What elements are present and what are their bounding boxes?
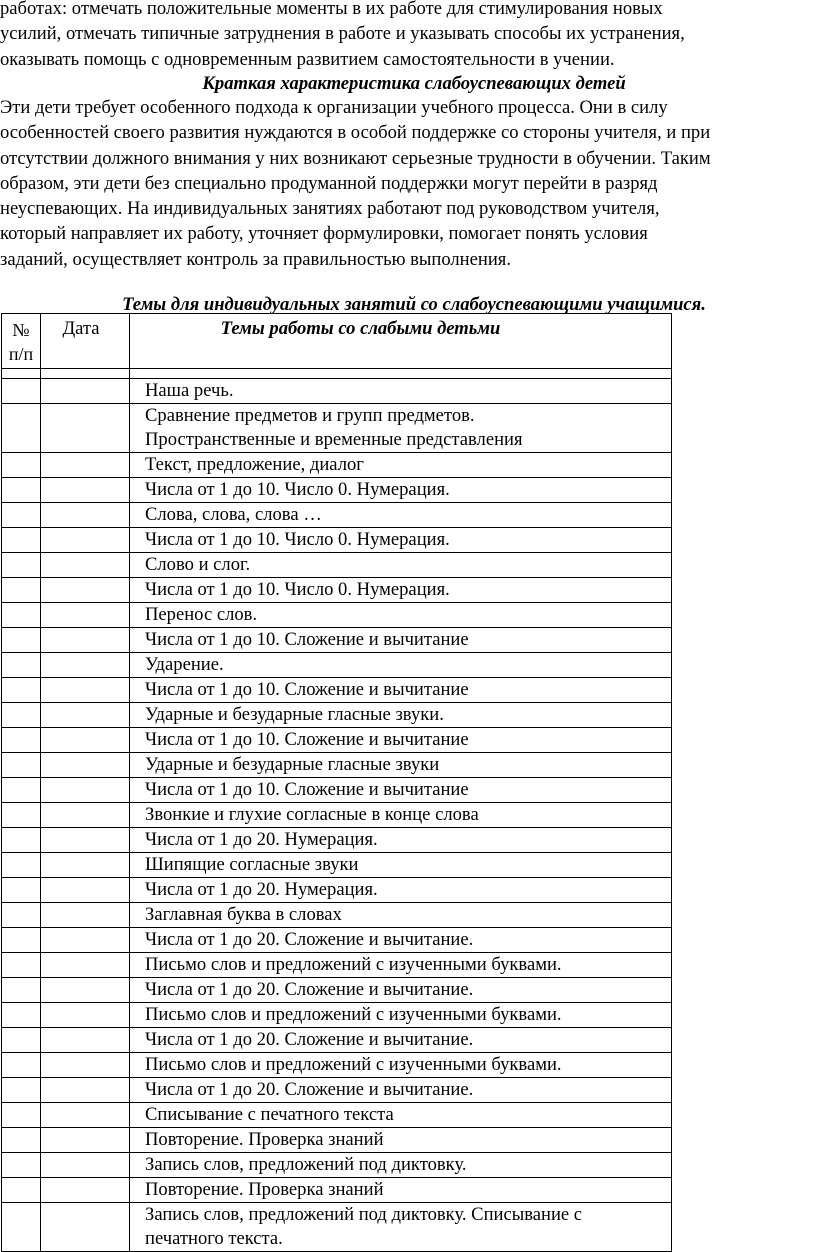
- date-cell: [41, 803, 130, 828]
- table-row: [2, 728, 672, 753]
- number-cell: [2, 578, 41, 603]
- date-cell: [41, 778, 130, 803]
- number-cell: [2, 803, 41, 828]
- header-number: № п/п: [2, 314, 41, 369]
- date-cell: [41, 828, 130, 853]
- number-cell: [2, 1153, 41, 1178]
- date-cell: [41, 878, 130, 903]
- table-row: [2, 578, 672, 603]
- topic-cell: Звонкие и глухие согласные в конце слова: [130, 803, 672, 828]
- header-topic: Темы работы со слабыми детьми: [130, 314, 672, 369]
- date-cell: [41, 404, 130, 453]
- date-cell: [41, 553, 130, 578]
- section-heading: Краткая характеристика слабоуспевающих детей: [202, 73, 626, 94]
- date-cell: [41, 1203, 130, 1252]
- table-row: [2, 953, 672, 978]
- date-cell: [41, 703, 130, 728]
- table-row: [2, 478, 672, 503]
- table-header-row: [2, 314, 672, 369]
- number-cell: [2, 603, 41, 628]
- topic-cell: Письмо слов и предложений с изученными буквами.: [130, 1003, 672, 1028]
- topic-cell: Числа от 1 до 20. Сложение и вычитание.: [130, 1078, 672, 1103]
- intro-paragraph: работах: отмечать положительные моменты в их работе для стимулирования новых усилий, отмечать типичные затруднения в работе и указывать способы их устранения, оказывать помощь с одновременным развитием самостоятельности в учении.: [0, 0, 685, 70]
- table-row: [2, 878, 672, 903]
- topic-cell: Числа от 1 до 10. Число 0. Нумерация.: [130, 578, 672, 603]
- topic-cell: Ударные и безударные гласные звуки: [130, 753, 672, 778]
- date-cell: [41, 603, 130, 628]
- date-cell: [41, 728, 130, 753]
- number-cell: [2, 928, 41, 953]
- table-row: [2, 828, 672, 853]
- topic-cell: Сравнение предметов и групп предметов. Пространственные и временные представления: [130, 404, 672, 453]
- date-cell: [41, 1003, 130, 1028]
- topic-cell: Запись слов, предложений под диктовку. Списывание с печатного текста.: [130, 1203, 672, 1252]
- number-cell: [2, 903, 41, 928]
- spacer-cell: [2, 369, 41, 379]
- number-cell: [2, 1078, 41, 1103]
- number-cell: [2, 628, 41, 653]
- date-cell: [41, 1028, 130, 1053]
- table-row: [2, 453, 672, 478]
- date-cell: [41, 1053, 130, 1078]
- table-row: [2, 1128, 672, 1153]
- topic-cell: Повторение. Проверка знаний: [130, 1128, 672, 1153]
- number-cell: [2, 528, 41, 553]
- table-row: [2, 1178, 672, 1203]
- number-cell: [2, 703, 41, 728]
- topic-cell: Шипящие согласные звуки: [130, 853, 672, 878]
- table-row: [2, 1003, 672, 1028]
- number-cell: [2, 453, 41, 478]
- date-cell: [41, 1128, 130, 1153]
- date-cell: [41, 978, 130, 1003]
- topic-cell: Числа от 1 до 20. Нумерация.: [130, 878, 672, 903]
- topic-cell: Числа от 1 до 10. Сложение и вычитание: [130, 728, 672, 753]
- date-cell: [41, 503, 130, 528]
- topic-cell: Письмо слов и предложений с изученными буквами.: [130, 953, 672, 978]
- table-row: [2, 778, 672, 803]
- date-cell: [41, 928, 130, 953]
- number-cell: [2, 379, 41, 404]
- topic-cell: Перенос слов.: [130, 603, 672, 628]
- number-cell: [2, 853, 41, 878]
- date-cell: [41, 628, 130, 653]
- topic-cell: Слова, слова, слова …: [130, 503, 672, 528]
- number-cell: [2, 478, 41, 503]
- number-cell: [2, 953, 41, 978]
- date-cell: [41, 453, 130, 478]
- number-cell: [2, 728, 41, 753]
- date-cell: [41, 953, 130, 978]
- table-row: [2, 903, 672, 928]
- table-row: [2, 803, 672, 828]
- date-cell: [41, 1103, 130, 1128]
- topic-cell: Наша речь.: [130, 379, 672, 404]
- date-cell: [41, 1153, 130, 1178]
- table-row: [2, 653, 672, 678]
- number-cell: [2, 878, 41, 903]
- header-date: Дата: [41, 314, 130, 369]
- number-cell: [2, 753, 41, 778]
- number-cell: [2, 1178, 41, 1203]
- body-paragraph: Эти дети требует особенного подхода к организации учебного процесса. Они в силу особенностей своего развития нуждаются в особой поддержке со стороны учителя, и при отсутствии должного внимания у них возникают серьезные трудности в обучении. Таким образом, эти дети без специально продуманной поддержки могут перейти в разряд неуспевающих. На индивидуальных занятиях работают под руководством учителя, который направляет их работу, уточняет формулировки, помогает понять условия заданий, осуществляет контроль за правильностью выполнения.: [0, 97, 711, 270]
- number-cell: [2, 653, 41, 678]
- topic-cell: Повторение. Проверка знаний: [130, 1178, 672, 1203]
- topic-cell: Письмо слов и предложений с изученными буквами.: [130, 1053, 672, 1078]
- table-row: [2, 603, 672, 628]
- topic-cell: Списывание с печатного текста: [130, 1103, 672, 1128]
- topic-cell: Числа от 1 до 20. Сложение и вычитание.: [130, 928, 672, 953]
- topics-table: [1, 313, 672, 1252]
- table-row: [2, 628, 672, 653]
- number-cell: [2, 978, 41, 1003]
- date-cell: [41, 1078, 130, 1103]
- date-cell: [41, 478, 130, 503]
- topic-cell: Числа от 1 до 10. Число 0. Нумерация.: [130, 478, 672, 503]
- date-cell: [41, 379, 130, 404]
- table-row: [2, 1103, 672, 1128]
- table-row: [2, 1028, 672, 1053]
- table-row: [2, 553, 672, 578]
- number-cell: [2, 404, 41, 453]
- number-cell: [2, 778, 41, 803]
- spacer-cell: [41, 369, 130, 379]
- date-cell: [41, 653, 130, 678]
- date-cell: [41, 753, 130, 778]
- date-cell: [41, 578, 130, 603]
- date-cell: [41, 678, 130, 703]
- table-row: [2, 1053, 672, 1078]
- topic-cell: Запись слов, предложений под диктовку.: [130, 1153, 672, 1178]
- table-row: [2, 928, 672, 953]
- table-row: [2, 703, 672, 728]
- number-cell: [2, 828, 41, 853]
- table-body: [2, 379, 672, 1252]
- spacer-cell: [130, 369, 672, 379]
- table-row: [2, 1153, 672, 1178]
- table-row: [2, 978, 672, 1003]
- number-cell: [2, 1028, 41, 1053]
- table-row: [2, 404, 672, 453]
- date-cell: [41, 528, 130, 553]
- topic-cell: Ударение.: [130, 653, 672, 678]
- table-row: [2, 379, 672, 404]
- number-cell: [2, 1053, 41, 1078]
- topic-cell: Числа от 1 до 10. Сложение и вычитание: [130, 678, 672, 703]
- number-cell: [2, 1128, 41, 1153]
- topic-cell: Текст, предложение, диалог: [130, 453, 672, 478]
- table-row: [2, 1078, 672, 1103]
- topic-cell: Числа от 1 до 20. Сложение и вычитание.: [130, 1028, 672, 1053]
- date-cell: [41, 1178, 130, 1203]
- table-title: Темы для индивидуальных занятий со слабоуспевающими учащимися.: [122, 294, 706, 315]
- topic-cell: Числа от 1 до 20. Сложение и вычитание.: [130, 978, 672, 1003]
- topic-cell: Числа от 1 до 20. Нумерация.: [130, 828, 672, 853]
- topic-cell: Числа от 1 до 10. Число 0. Нумерация.: [130, 528, 672, 553]
- date-cell: [41, 903, 130, 928]
- topic-cell: Слово и слог.: [130, 553, 672, 578]
- table-row: [2, 503, 672, 528]
- table-row: [2, 1203, 672, 1252]
- topic-cell: Заглавная буква в словах: [130, 903, 672, 928]
- table-row: [2, 528, 672, 553]
- table-row: [2, 753, 672, 778]
- table-row: [2, 853, 672, 878]
- number-cell: [2, 678, 41, 703]
- number-cell: [2, 1203, 41, 1252]
- number-cell: [2, 1103, 41, 1128]
- number-cell: [2, 1003, 41, 1028]
- date-cell: [41, 853, 130, 878]
- number-cell: [2, 503, 41, 528]
- topic-cell: Числа от 1 до 10. Сложение и вычитание: [130, 628, 672, 653]
- topic-cell: Числа от 1 до 10. Сложение и вычитание: [130, 778, 672, 803]
- topic-cell: Ударные и безударные гласные звуки.: [130, 703, 672, 728]
- table-spacer-row: [2, 369, 672, 379]
- table-row: [2, 678, 672, 703]
- number-cell: [2, 553, 41, 578]
